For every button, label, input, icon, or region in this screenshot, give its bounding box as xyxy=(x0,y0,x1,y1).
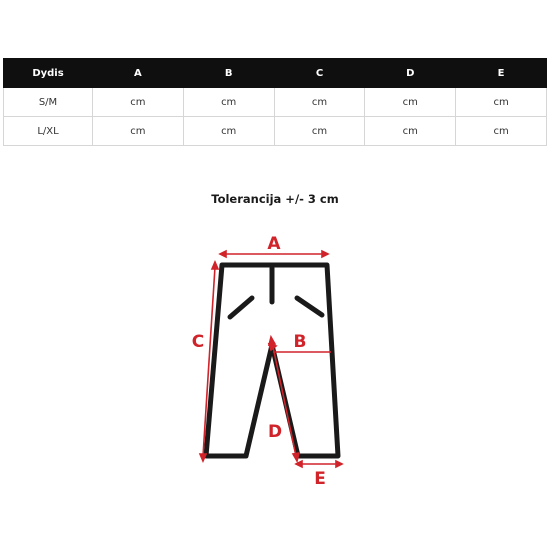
header-a: A xyxy=(93,59,184,88)
cell: cm xyxy=(365,88,456,117)
cell: cm xyxy=(183,88,274,117)
header-d: D xyxy=(365,59,456,88)
header-b: B xyxy=(183,59,274,88)
cell: cm xyxy=(456,117,547,146)
cell: cm xyxy=(93,88,184,117)
header-size: Dydis xyxy=(4,59,93,88)
header-e: E xyxy=(456,59,547,88)
label-c: C xyxy=(191,332,205,352)
cell: cm xyxy=(456,88,547,117)
label-b: B xyxy=(293,332,307,352)
label-d: D xyxy=(267,422,283,442)
cell: cm xyxy=(183,117,274,146)
header-c: C xyxy=(274,59,365,88)
row-size: S/M xyxy=(4,88,93,117)
row-size: L/XL xyxy=(4,117,93,146)
cell: cm xyxy=(274,88,365,117)
label-e: E xyxy=(314,469,326,489)
tolerance-note: Tolerancija +/- 3 cm xyxy=(211,192,339,206)
cell: cm xyxy=(365,117,456,146)
cell: cm xyxy=(93,117,184,146)
label-a: A xyxy=(267,234,281,254)
cell: cm xyxy=(274,117,365,146)
